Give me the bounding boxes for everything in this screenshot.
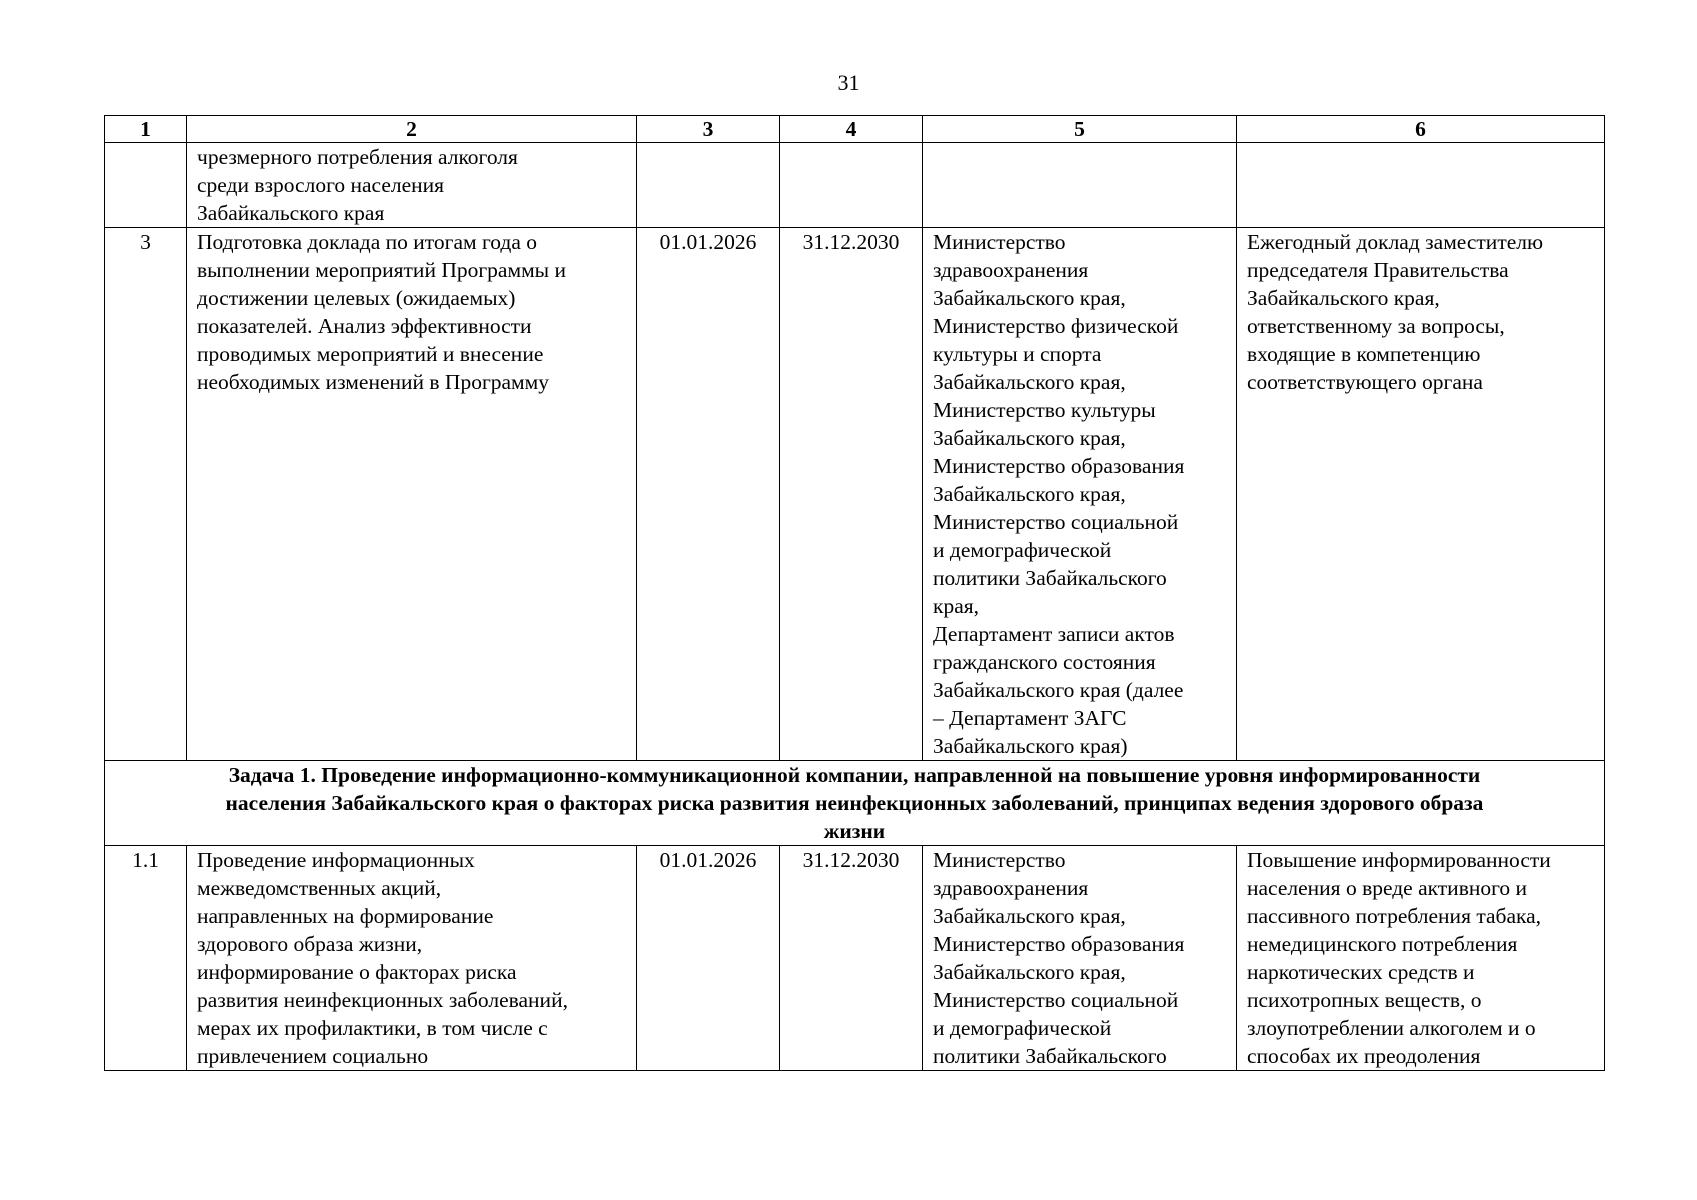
text-line: населения о вреде активного и — [1247, 876, 1528, 900]
text-line: способах их преодоления — [1247, 1044, 1481, 1068]
task-heading — [105, 761, 1605, 846]
text-line: среди взрослого населения — [197, 173, 445, 197]
text-line: достижении целевых (ожидаемых) — [197, 286, 516, 310]
result-cell — [1237, 228, 1605, 761]
text-line: развития неинфекционных заболеваний, — [197, 988, 568, 1012]
text-line: Министерство образования — [933, 932, 1185, 956]
text-line: края, — [933, 594, 980, 618]
text-line: и демографической — [933, 538, 1112, 562]
text-line: Департамент записи актов — [933, 622, 1175, 646]
header-cell-6: 6 — [1237, 116, 1605, 143]
text-line: Забайкальского края, — [1247, 286, 1440, 310]
text-line: пассивного потребления табака, — [1247, 904, 1542, 928]
cont-result-cell — [1237, 143, 1605, 228]
header-cell-2: 2 — [187, 116, 637, 143]
end-date: 31.12.2030 — [780, 846, 923, 1071]
text-line: Министерство физической — [933, 314, 1179, 338]
header-cell-4: 4 — [780, 116, 923, 143]
text-line: Повышение информированности — [1247, 848, 1551, 872]
text-line: Ежегодный доклад заместителю — [1247, 230, 1544, 254]
text-line: психотропных веществ, о — [1247, 988, 1482, 1012]
text-line: Проведение информационных — [197, 848, 475, 872]
end-date: 31.12.2030 — [780, 228, 923, 761]
task-line: жизни — [823, 819, 886, 843]
text-line: Забайкальского края, — [933, 482, 1126, 506]
table-header-row — [105, 116, 1605, 143]
text-line: политики Забайкальского — [933, 1044, 1167, 1068]
text-line: мерах их профилактики, в том числе с — [197, 1016, 548, 1040]
text-line: показателей. Анализ эффективности — [197, 314, 532, 338]
start-date: 01.01.2026 — [637, 846, 780, 1071]
row-description — [187, 228, 637, 761]
text-line: Министерство культуры — [933, 398, 1156, 422]
task-line: населения Забайкальского края о факторах риска развития неинфекционных заболеваний, принципах ведения здорового образа — [225, 791, 1484, 815]
text-line: Министерство — [933, 230, 1066, 254]
text-line: Министерство социальной — [933, 988, 1179, 1012]
text-line: и демографической — [933, 1016, 1112, 1040]
program-table — [104, 115, 1605, 1071]
text-line: здравоохранения — [933, 876, 1089, 900]
text-line: Забайкальского края, — [933, 370, 1126, 394]
text-line: Забайкальского края) — [933, 734, 1128, 758]
text-line: Министерство образования — [933, 454, 1185, 478]
cont-description-cell — [187, 143, 637, 228]
table-row-1-1 — [105, 846, 1605, 1071]
text-line: гражданского состояния — [933, 650, 1156, 674]
text-line: направленных на формирование — [197, 904, 494, 928]
text-line: здравоохранения — [933, 258, 1089, 282]
text-line: политики Забайкальского — [933, 566, 1167, 590]
executors-cell — [923, 846, 1237, 1071]
result-cell — [1237, 846, 1605, 1071]
executors-cell — [923, 228, 1237, 761]
text-line: злоупотреблении алкоголем и о — [1247, 1016, 1536, 1040]
text-line: выполнении мероприятий Программы и — [197, 258, 566, 282]
cont-end-cell — [780, 143, 923, 228]
text-line: информирование о факторах риска — [197, 960, 517, 984]
text-line: – Департамент ЗАГС — [933, 706, 1127, 730]
text-line: необходимых изменений в Программу — [197, 370, 550, 394]
row-description — [187, 846, 637, 1071]
text-line: председателя Правительства — [1247, 258, 1509, 282]
cont-start-cell — [637, 143, 780, 228]
text-line: Забайкальского края, — [933, 426, 1126, 450]
header-cell-1: 1 — [105, 116, 187, 143]
text-line: здорового образа жизни, — [197, 932, 423, 956]
header-cell-5: 5 — [923, 116, 1237, 143]
text-line: входящие в компетенцию — [1247, 342, 1481, 366]
text-line: Забайкальского края — [197, 201, 385, 225]
text-line: проводимых мероприятий и внесение — [197, 342, 544, 366]
text-line: Забайкальского края, — [933, 960, 1126, 984]
text-line: Подготовка доклада по итогам года о — [197, 230, 538, 254]
text-line: Министерство социальной — [933, 510, 1179, 534]
task-heading-row — [105, 761, 1605, 846]
text-line: Забайкальского края, — [933, 904, 1126, 928]
row-number: 3 — [105, 228, 187, 761]
text-line: немедицинского потребления — [1247, 932, 1518, 956]
table-row-3 — [105, 228, 1605, 761]
text-line: ответственному за вопросы, — [1247, 314, 1505, 338]
text-line: чрезмерного потребления алкоголя — [197, 145, 518, 169]
text-line: Забайкальского края (далее — [933, 678, 1184, 702]
header-cell-3: 3 — [637, 116, 780, 143]
cont-num-cell — [105, 143, 187, 228]
row-number: 1.1 — [105, 846, 187, 1071]
text-line: привлечением социально — [197, 1044, 429, 1068]
table-row-continuation — [105, 143, 1605, 228]
page-number: 31 — [837, 70, 860, 95]
start-date: 01.01.2026 — [637, 228, 780, 761]
text-line: межведомственных акций, — [197, 876, 442, 900]
text-line: Забайкальского края, — [933, 286, 1126, 310]
text-line: наркотических средств и — [1247, 960, 1475, 984]
text-line: культуры и спорта — [933, 342, 1102, 366]
cont-executor-cell — [923, 143, 1237, 228]
text-line: Министерство — [933, 848, 1066, 872]
text-line: соответствующего органа — [1247, 370, 1483, 394]
task-line: Задача 1. Проведение информационно-коммуникационной компании, направленной на повышение уровня информированности — [228, 763, 1481, 787]
